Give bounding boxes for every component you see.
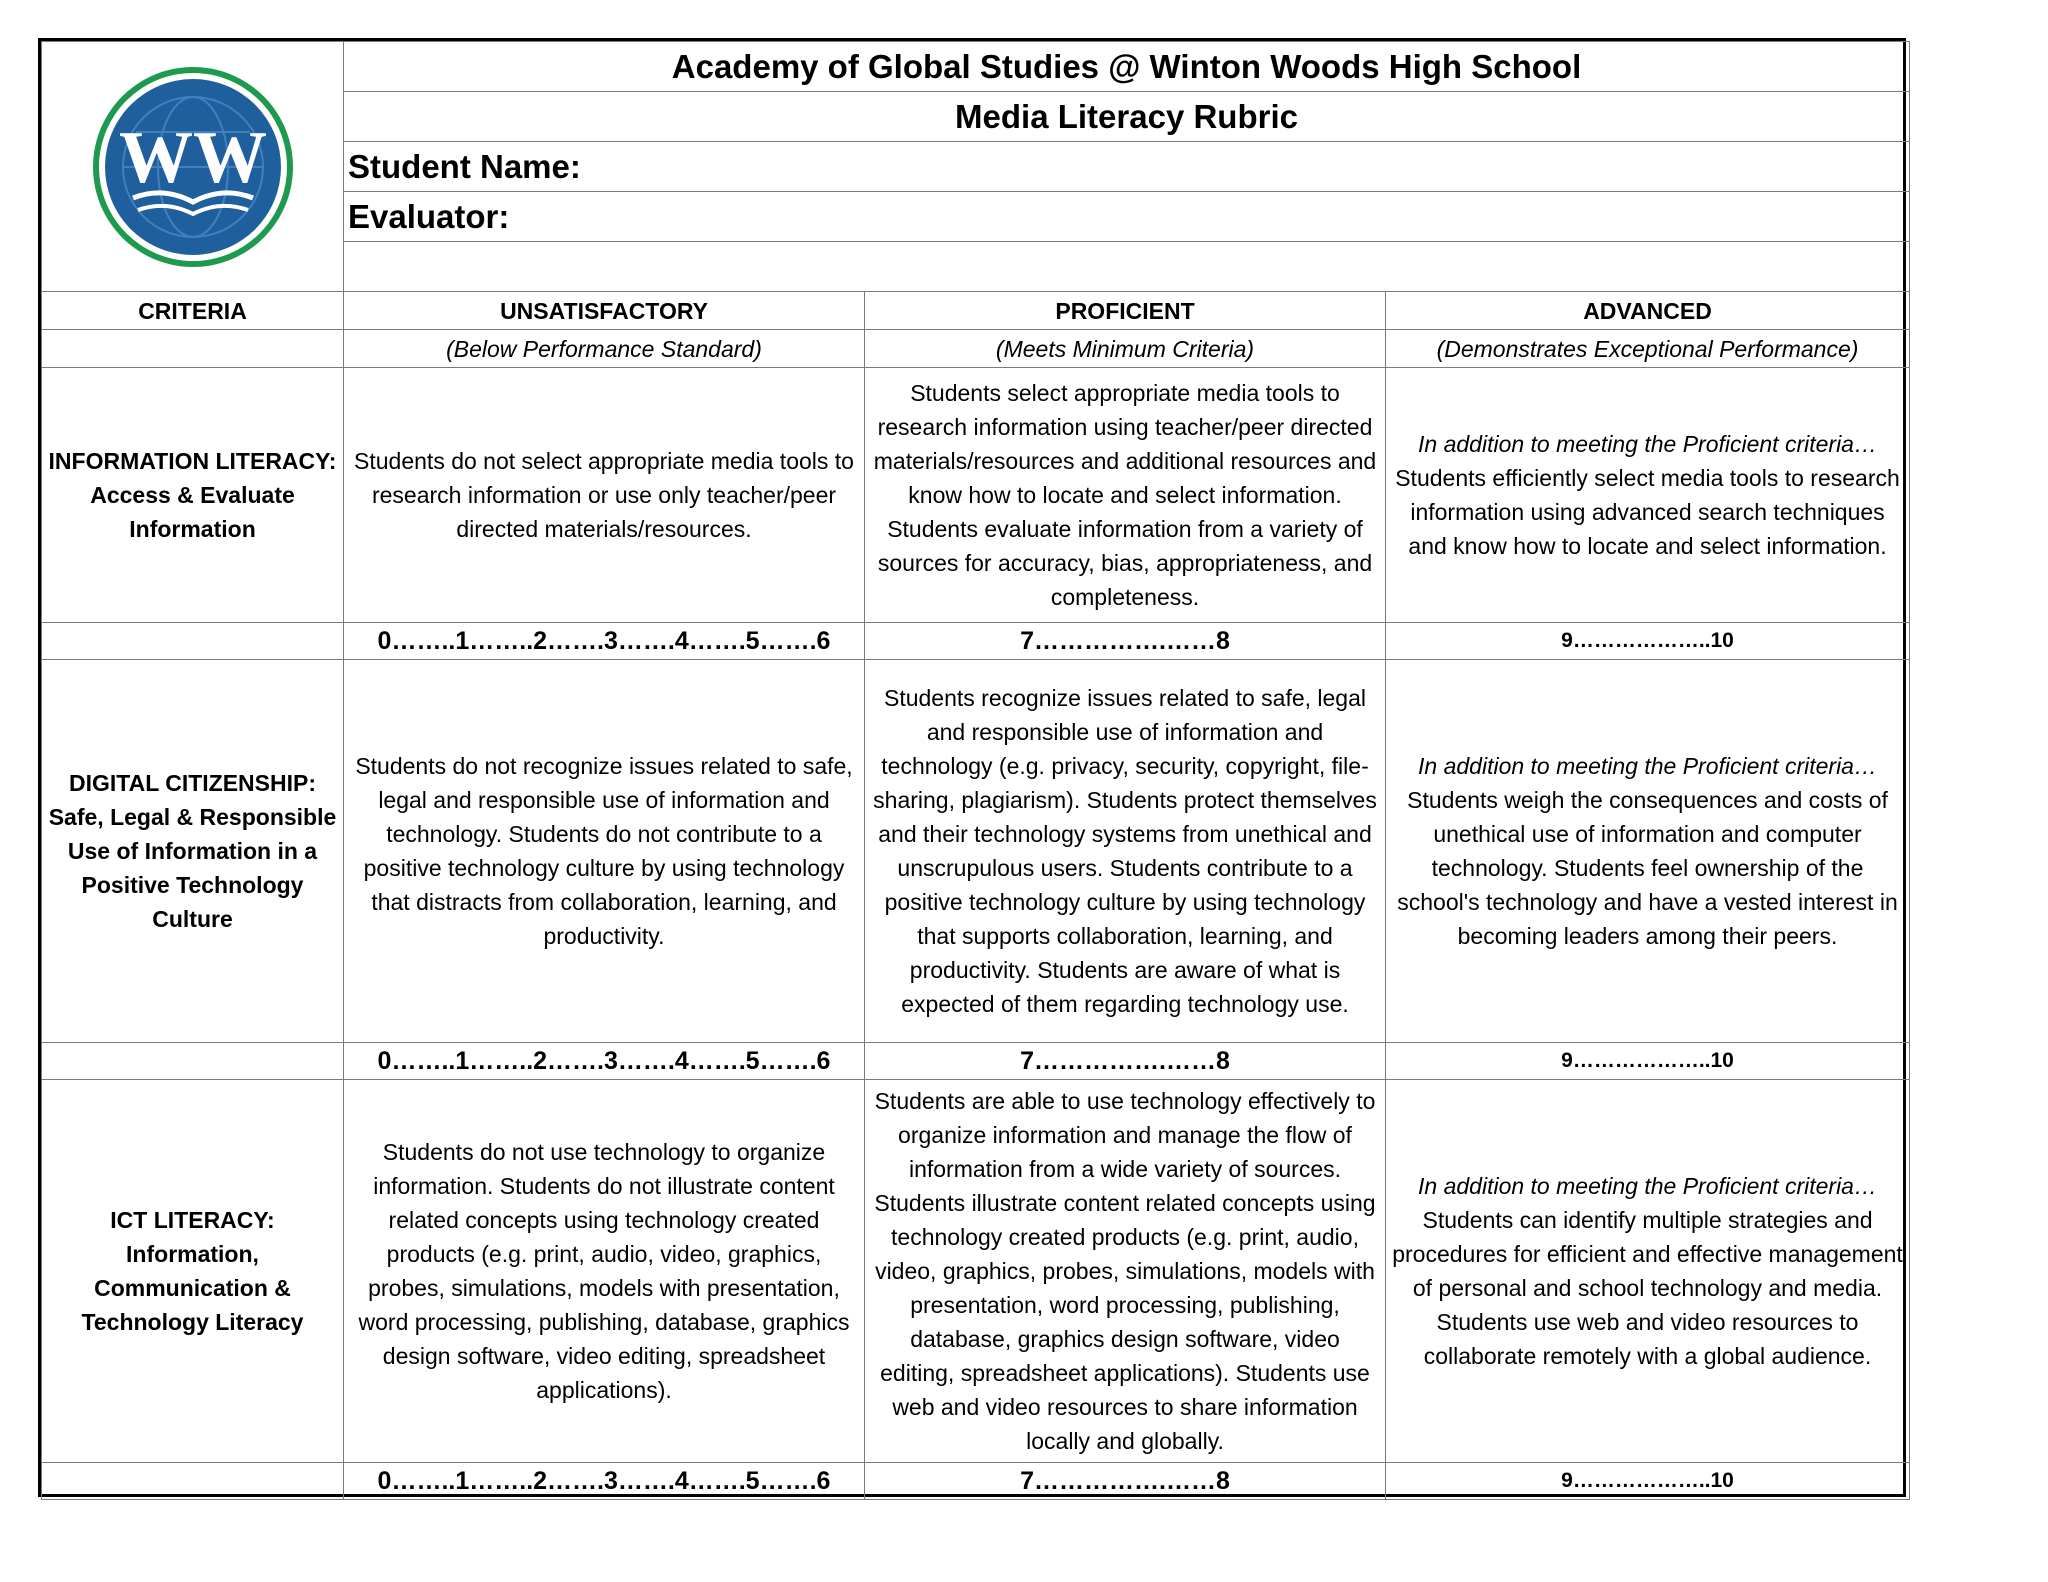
- advanced-subheader: (Demonstrates Exceptional Performance): [1386, 330, 1910, 368]
- advanced-lead: In addition to meeting the Proficient criteria…: [1418, 753, 1877, 779]
- advanced-text: Students can identify multiple strategies and procedures for efficient and effective management of personal and school technology and media. Students use web and video resources to collaborate remotely with a global audience.: [1392, 1207, 1903, 1369]
- criteria-subheader-empty: [42, 330, 344, 368]
- advanced-header: ADVANCED: [1386, 292, 1910, 330]
- logo-text: WW: [118, 116, 267, 199]
- criteria-header: CRITERIA: [42, 292, 344, 330]
- score-proficient: 7…………….……8: [865, 623, 1386, 660]
- advanced-lead: In addition to meeting the Proficient criteria…: [1418, 431, 1877, 457]
- advanced-description: [1386, 1080, 1910, 1463]
- score-row: [42, 1043, 1910, 1080]
- proficient-subheader: (Meets Minimum Criteria): [865, 330, 1386, 368]
- blank-row: [344, 242, 1910, 292]
- unsatisfactory-description: Students do not recognize issues related to safe, legal and responsible use of information and technology. Students do not contribute to a positive technology culture by using technology that distracts from collaboration, learning, and productivity.: [344, 660, 865, 1043]
- score-unsatisfactory: 0……..1……..2…….3…….4…….5…….6: [344, 623, 865, 660]
- proficient-header: PROFICIENT: [865, 292, 1386, 330]
- proficient-description: Students are able to use technology effectively to organize information and manage the flow of information from a wide variety of sources. Students illustrate content related concepts using technology created products (e.g. print, audio, video, graphics, probes, simulations, models with presentation, word processing, publishing, database, graphics design software, video editing, spreadsheet applications). Students use web and video resources to share information locally and globally.: [865, 1080, 1386, 1463]
- score-proficient: 7…………….……8: [865, 1463, 1386, 1500]
- criteria-digital-citizenship: DIGITAL CITIZENSHIP: Safe, Legal & Responsible Use of Information in a Positive Technology Culture: [42, 660, 344, 1043]
- score-proficient: 7…………….……8: [865, 1043, 1386, 1080]
- school-logo: [88, 62, 298, 272]
- proficient-description: Students select appropriate media tools to research information using teacher/peer directed materials/resources and additional resources and know how to locate and select information. Students evaluate information from a variety of sources for accuracy, bias, appropriateness, and completeness.: [865, 368, 1386, 623]
- logo-cell: [42, 42, 344, 292]
- advanced-text: Students efficiently select media tools to research information using advanced search techniques and know how to locate and select information.: [1395, 465, 1900, 559]
- unsatisfactory-header: UNSATISFACTORY: [344, 292, 865, 330]
- advanced-description: [1386, 368, 1910, 623]
- table-row: [42, 660, 1910, 1043]
- proficient-description: Students recognize issues related to safe, legal and responsible use of information and technology (e.g. privacy, security, copyright, file-sharing, plagiarism). Students protect themselves and their technology systems from unethical and unscrupulous users. Students contribute to a positive technology culture by using technology that supports collaboration, learning, and productivity. Students are aware of what is expected of them regarding technology use.: [865, 660, 1386, 1043]
- advanced-lead: In addition to meeting the Proficient criteria…: [1418, 1173, 1877, 1199]
- school-title: Academy of Global Studies @ Winton Woods High School: [344, 42, 1910, 92]
- score-criteria-empty: [42, 1043, 344, 1080]
- score-advanced: 9………………..10: [1386, 1043, 1910, 1080]
- criteria-ict-literacy: ICT LITERACY: Information, Communication & Technology Literacy: [42, 1080, 344, 1463]
- advanced-text: Students weigh the consequences and costs of unethical use of information and computer technology. Students feel ownership of the school's technology and have a vested interest in becoming leaders among their peers.: [1397, 787, 1898, 949]
- advanced-description: [1386, 660, 1910, 1043]
- unsatisfactory-description: Students do not select appropriate media tools to research information or use only teacher/peer directed materials/resources.: [344, 368, 865, 623]
- score-advanced: 9………………..10: [1386, 1463, 1910, 1500]
- unsatisfactory-description: Students do not use technology to organize information. Students do not illustrate content related concepts using technology created products (e.g. print, audio, video, graphics, probes, simulations, models with presentation, word processing, publishing, database, graphics design software, video editing, spreadsheet applications).: [344, 1080, 865, 1463]
- student-name-label: Student Name:: [344, 142, 1910, 192]
- criteria-information-literacy: INFORMATION LITERACY: Access & Evaluate Information: [42, 368, 344, 623]
- rubric-table: [41, 41, 1910, 1500]
- table-row: [42, 368, 1910, 623]
- score-unsatisfactory: 0……..1……..2…….3…….4…….5…….6: [344, 1043, 865, 1080]
- unsatisfactory-subheader: (Below Performance Standard): [344, 330, 865, 368]
- table-row: [42, 1080, 1910, 1463]
- score-advanced: 9………………..10: [1386, 623, 1910, 660]
- rubric-sheet: [38, 38, 1906, 1497]
- score-unsatisfactory: 0……..1……..2…….3…….4…….5…….6: [344, 1463, 865, 1500]
- score-criteria-empty: [42, 623, 344, 660]
- score-row: [42, 1463, 1910, 1500]
- score-row: [42, 623, 1910, 660]
- evaluator-label: Evaluator:: [344, 192, 1910, 242]
- rubric-title: Media Literacy Rubric: [344, 92, 1910, 142]
- score-criteria-empty: [42, 1463, 344, 1500]
